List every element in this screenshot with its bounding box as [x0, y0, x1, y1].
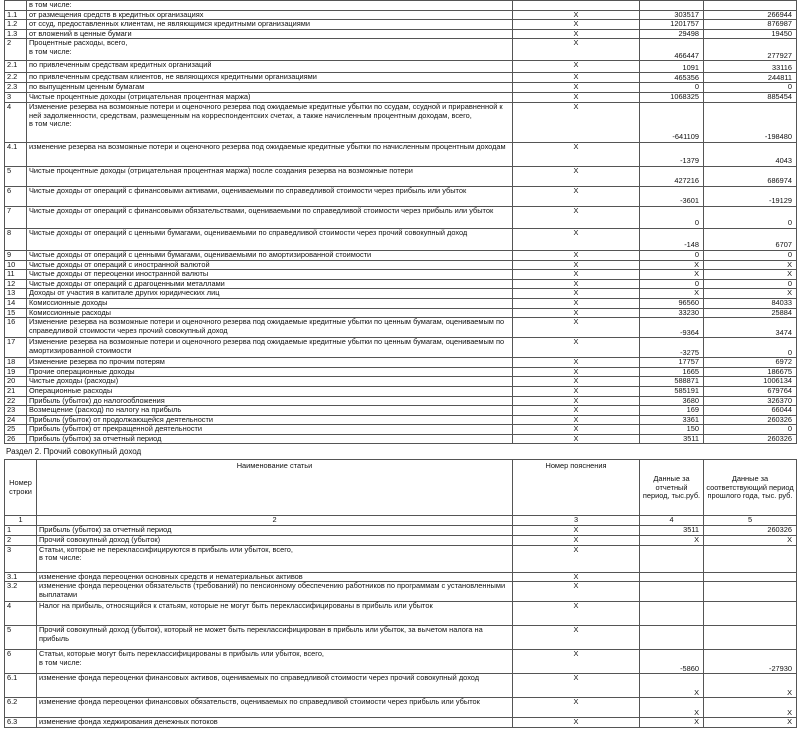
item-name: Налог на прибыль, относящийся к статьям, которые не могут быть переклассифицированы в прибыль или убыток [37, 602, 513, 626]
prior-period-value: 6707 [704, 228, 797, 250]
table-row [5, 602, 797, 626]
reporting-period-value: 585191 [640, 386, 704, 396]
prior-period-value [704, 602, 797, 626]
row-number: 2 [5, 39, 27, 61]
item-name: Чистые доходы от операций с финансовыми обязательствами, оцениваемыми по справедливой стоимости через прибыль или убыток [27, 206, 513, 228]
reporting-period-value [640, 582, 704, 602]
row-number: 6.2 [5, 698, 37, 718]
prior-period-value: -198480 [704, 102, 797, 142]
prior-period-value: 0 [704, 279, 797, 289]
item-name: Комиссионные доходы [27, 298, 513, 308]
row-number: 3 [5, 92, 27, 102]
table-row [5, 425, 797, 435]
prior-period-value: 885454 [704, 92, 797, 102]
note-number: X [513, 102, 640, 142]
table-header-row [5, 460, 797, 516]
row-number: 19 [5, 367, 27, 377]
item-name: по привлеченным средствам клиентов, не являющихся кредитными организациями [27, 73, 513, 83]
note-number: X [513, 406, 640, 416]
prior-period-value [704, 582, 797, 602]
note-number: X [513, 377, 640, 387]
reporting-period-value: X [640, 674, 704, 698]
row-number: 5 [5, 626, 37, 650]
prior-period-value [704, 626, 797, 650]
reporting-period-value: 1091 [640, 61, 704, 73]
item-name: в том числе: [27, 1, 513, 11]
item-name: изменение фонда хеджирования денежных потоков [37, 718, 513, 728]
row-number: 2.2 [5, 73, 27, 83]
prior-period-value: 260326 [704, 434, 797, 444]
prior-period-value: X [704, 698, 797, 718]
prior-period-value: 0 [704, 206, 797, 228]
item-name: Чистые доходы от операций с ценными бумагами, оцениваемыми по амортизированной стоимости [27, 250, 513, 260]
note-number: X [513, 73, 640, 83]
other-comprehensive-income-table [4, 459, 797, 727]
reporting-period-value: 1201757 [640, 20, 704, 30]
prior-period-value [704, 545, 797, 572]
prior-period-value: X [704, 270, 797, 280]
table-row [5, 626, 797, 650]
reporting-period-value: 0 [640, 83, 704, 93]
item-name: Возмещение (расход) по налогу на прибыль [27, 406, 513, 416]
item-name: Доходы от участия в капитале других юридических лиц [27, 289, 513, 299]
row-number: 1.3 [5, 29, 27, 39]
note-number: X [513, 626, 640, 650]
table-row [5, 545, 797, 572]
item-name: Прибыль (убыток) до налогообложения [27, 396, 513, 406]
prior-period-value: 244811 [704, 73, 797, 83]
item-name: Комиссионные расходы [27, 308, 513, 318]
prior-period-value: 0 [704, 83, 797, 93]
prior-period-value: 876987 [704, 20, 797, 30]
prior-period-value: X [704, 718, 797, 728]
row-number: 6.3 [5, 718, 37, 728]
item-name: изменение фонда переоценки финансовых активов, оцениваемых по справедливой стоимости через прочий совокупный доход [37, 674, 513, 698]
table-row [5, 308, 797, 318]
item-name: Прибыль (убыток) от продолжающейся деятельности [27, 415, 513, 425]
reporting-period-value [640, 572, 704, 582]
row-number: 3 [5, 545, 37, 572]
item-name: Чистые доходы от операций с финансовыми активами, оцениваемыми по справедливой стоимости через прибыль или убыток [27, 186, 513, 206]
table-row [5, 83, 797, 93]
reporting-period-value: -1379 [640, 142, 704, 166]
table-row [5, 526, 797, 536]
table-row [5, 166, 797, 186]
row-number: 1 [5, 526, 37, 536]
reporting-period-value: 1068325 [640, 92, 704, 102]
item-name: Прочий совокупный доход (убыток) [37, 536, 513, 546]
prior-period-value: -19129 [704, 186, 797, 206]
table-row [5, 718, 797, 728]
item-name: Процентные расходы, всего, в том числе: [27, 39, 513, 61]
item-name: изменение резерва на возможные потери и оценочного резерва под ожидаемые кредитные убытки по начисленным процентным доходам [27, 142, 513, 166]
note-number: X [513, 186, 640, 206]
section-2-title: Раздел 2. Прочий совокупный доход [6, 447, 142, 457]
reporting-period-value: 427216 [640, 166, 704, 186]
table-row [5, 1, 797, 11]
prior-period-value: 260326 [704, 526, 797, 536]
column-number: 3 [513, 516, 640, 526]
table-row [5, 338, 797, 358]
reporting-period-value: -148 [640, 228, 704, 250]
row-number: 18 [5, 358, 27, 368]
note-number: X [513, 526, 640, 536]
note-number: X [513, 536, 640, 546]
reporting-period-value: 3511 [640, 434, 704, 444]
row-number: 16 [5, 318, 27, 338]
note-number: X [513, 318, 640, 338]
item-name: Прибыль (убыток) за отчетный период [27, 434, 513, 444]
item-name: Прочие операционные доходы [27, 367, 513, 377]
table-row [5, 367, 797, 377]
item-name: Статьи, которые не переклассифицируются в прибыль или убыток, всего, в том числе: [37, 545, 513, 572]
note-number: X [513, 10, 640, 20]
note-number: X [513, 396, 640, 406]
row-number: 7 [5, 206, 27, 228]
item-name: изменение фонда переоценки финансовых обязательств, оцениваемых по справедливой стоимости через прибыль или убыток [37, 698, 513, 718]
table-row [5, 650, 797, 674]
row-number: 6.1 [5, 674, 37, 698]
item-name: от ссуд, предоставленных клиентам, не являющимся кредитными организациями [27, 20, 513, 30]
table-row [5, 260, 797, 270]
prior-period-value: 25884 [704, 308, 797, 318]
note-number: X [513, 289, 640, 299]
item-name: изменение фонда переоценки основных средств и нематериальных активов [37, 572, 513, 582]
row-number: 5 [5, 166, 27, 186]
item-name: Изменение резерва на возможные потери и оценочного резерва под ожидаемые кредитные убытки по ценным бумагам, оцениваемым по амортизированной стоимости [27, 338, 513, 358]
prior-period-value: X [704, 260, 797, 270]
note-number: X [513, 61, 640, 73]
table-row [5, 142, 797, 166]
prior-period-value: 6972 [704, 358, 797, 368]
row-number: 12 [5, 279, 27, 289]
note-number: X [513, 674, 640, 698]
table-row [5, 61, 797, 73]
prior-period-value: 686974 [704, 166, 797, 186]
column-numbers-row [5, 516, 797, 526]
note-number: X [513, 358, 640, 368]
note-number: X [513, 166, 640, 186]
row-number: 2.3 [5, 83, 27, 93]
note-number: X [513, 298, 640, 308]
reporting-period-value [640, 626, 704, 650]
item-name: Изменение резерва по прочим потерям [27, 358, 513, 368]
item-name: Чистые доходы (расходы) [27, 377, 513, 387]
prior-period-value: -27930 [704, 650, 797, 674]
note-number: X [513, 228, 640, 250]
reporting-period-value: 1665 [640, 367, 704, 377]
note-number: X [513, 415, 640, 425]
note-number: X [513, 92, 640, 102]
item-name: Чистые доходы от переоценки иностранной валюты [27, 270, 513, 280]
row-number: 3.1 [5, 572, 37, 582]
table-row [5, 377, 797, 387]
row-number: 1.1 [5, 10, 27, 20]
table-row [5, 358, 797, 368]
row-number: 25 [5, 425, 27, 435]
reporting-period-value: 169 [640, 406, 704, 416]
note-number: X [513, 29, 640, 39]
prior-period-value: 33116 [704, 61, 797, 73]
prior-period-value: 277927 [704, 39, 797, 61]
reporting-period-value: 466447 [640, 39, 704, 61]
prior-period-value: 0 [704, 338, 797, 358]
note-number: X [513, 142, 640, 166]
item-name: по выпущенным ценным бумагам [27, 83, 513, 93]
reporting-period-value: X [640, 536, 704, 546]
reporting-period-value: 303517 [640, 10, 704, 20]
table-row [5, 102, 797, 142]
item-name: Чистые доходы от операций с иностранной валютой [27, 260, 513, 270]
reporting-period-value: -641109 [640, 102, 704, 142]
row-number: 13 [5, 289, 27, 299]
note-number: X [513, 698, 640, 718]
column-number: 5 [704, 516, 797, 526]
prior-period-value: 19450 [704, 29, 797, 39]
note-number: X [513, 434, 640, 444]
note-number: X [513, 582, 640, 602]
table-row [5, 279, 797, 289]
reporting-period-value [640, 1, 704, 11]
row-number: 15 [5, 308, 27, 318]
note-number: X [513, 572, 640, 582]
prior-period-value: X [704, 536, 797, 546]
reporting-period-value: -5860 [640, 650, 704, 674]
header-prior-period: Данные за соответствующий период прошлого года, тыс. руб. [704, 460, 797, 516]
item-name: от вложений в ценные бумаги [27, 29, 513, 39]
reporting-period-value: 96560 [640, 298, 704, 308]
row-number: 20 [5, 377, 27, 387]
note-number: X [513, 270, 640, 280]
table-row [5, 92, 797, 102]
note-number: X [513, 279, 640, 289]
table-row [5, 674, 797, 698]
note-number: X [513, 39, 640, 61]
item-name: по привлеченным средствам кредитных организаций [27, 61, 513, 73]
prior-period-value: 0 [704, 425, 797, 435]
row-number: 10 [5, 260, 27, 270]
note-number: X [513, 545, 640, 572]
column-number: 1 [5, 516, 37, 526]
row-number: 17 [5, 338, 27, 358]
table-row [5, 698, 797, 718]
table-row [5, 298, 797, 308]
table-row [5, 270, 797, 280]
note-number: X [513, 338, 640, 358]
item-name: Чистые доходы от операций с ценными бумагами, оцениваемыми по справедливой стоимости через прочий совокупный доход [27, 228, 513, 250]
prior-period-value: 260326 [704, 415, 797, 425]
reporting-period-value: 17757 [640, 358, 704, 368]
note-number: X [513, 425, 640, 435]
table-row [5, 396, 797, 406]
income-statement-table [4, 0, 797, 444]
row-number: 14 [5, 298, 27, 308]
prior-period-value: 84033 [704, 298, 797, 308]
item-name: Статьи, которые могут быть переклассифицированы в прибыль или убыток, всего, в том числе: [37, 650, 513, 674]
row-number: 6 [5, 650, 37, 674]
row-number [5, 1, 27, 11]
note-number: X [513, 206, 640, 228]
prior-period-value [704, 572, 797, 582]
item-name: Чистые доходы от операций с драгоценными металлами [27, 279, 513, 289]
note-number [513, 1, 640, 11]
prior-period-value: X [704, 674, 797, 698]
row-number: 4.1 [5, 142, 27, 166]
item-name: Изменение резерва на возможные потери и оценочного резерва под ожидаемые кредитные убытки по ссудам, ссудной и приравненной к ней задолженности, средствам, размещенным на корреспондентских счетах, а также начисленным процентным доходам, всего, в том числе: [27, 102, 513, 142]
table-row [5, 250, 797, 260]
header-row-number: Номер строки [5, 460, 37, 516]
note-number: X [513, 250, 640, 260]
row-number: 6 [5, 186, 27, 206]
prior-period-value: 4043 [704, 142, 797, 166]
item-name: Операционные расходы [27, 386, 513, 396]
header-note-number: Номер пояснения [513, 460, 640, 516]
row-number: 22 [5, 396, 27, 406]
reporting-period-value: 465356 [640, 73, 704, 83]
row-number: 1.2 [5, 20, 27, 30]
reporting-period-value: X [640, 270, 704, 280]
table-row [5, 415, 797, 425]
reporting-period-value: 588871 [640, 377, 704, 387]
table-row [5, 582, 797, 602]
note-number: X [513, 718, 640, 728]
reporting-period-value: 0 [640, 250, 704, 260]
item-name: Прибыль (убыток) от прекращенной деятельности [27, 425, 513, 435]
row-number: 4 [5, 102, 27, 142]
header-reporting-period: Данные за отчетный период, тыс.руб. [640, 460, 704, 516]
note-number: X [513, 308, 640, 318]
reporting-period-value: 0 [640, 279, 704, 289]
note-number: X [513, 20, 640, 30]
column-number: 4 [640, 516, 704, 526]
reporting-period-value: 29498 [640, 29, 704, 39]
row-number: 2.1 [5, 61, 27, 73]
prior-period-value: 66044 [704, 406, 797, 416]
note-number: X [513, 367, 640, 377]
prior-period-value: X [704, 289, 797, 299]
row-number: 9 [5, 250, 27, 260]
note-number: X [513, 83, 640, 93]
table-row [5, 434, 797, 444]
row-number: 3.2 [5, 582, 37, 602]
row-number: 4 [5, 602, 37, 626]
table-row [5, 206, 797, 228]
row-number: 24 [5, 415, 27, 425]
reporting-period-value: X [640, 718, 704, 728]
reporting-period-value: -3601 [640, 186, 704, 206]
reporting-period-value: X [640, 698, 704, 718]
item-name: Чистые процентные доходы (отрицательная процентная маржа) после создания резерва на возможные потери [27, 166, 513, 186]
note-number: X [513, 650, 640, 674]
item-name: Прибыль (убыток) за отчетный период [37, 526, 513, 536]
row-number: 21 [5, 386, 27, 396]
item-name: Изменение резерва на возможные потери и оценочного резерва под ожидаемые кредитные убытки по ценным бумагам, оцениваемым по справедливой стоимости через прочий совокупный доход [27, 318, 513, 338]
table-row [5, 406, 797, 416]
table-row [5, 228, 797, 250]
table-row [5, 39, 797, 61]
table-row [5, 186, 797, 206]
reporting-period-value: -3275 [640, 338, 704, 358]
report-sheet [4, 0, 796, 728]
prior-period-value: 186675 [704, 367, 797, 377]
reporting-period-value [640, 602, 704, 626]
reporting-period-value: 3511 [640, 526, 704, 536]
reporting-period-value: 33230 [640, 308, 704, 318]
row-number: 23 [5, 406, 27, 416]
item-name: изменение фонда переоценки обязательств (требований) по пенсионному обеспечению работников по программам с установленными выплатами [37, 582, 513, 602]
row-number: 11 [5, 270, 27, 280]
prior-period-value [704, 1, 797, 11]
note-number: X [513, 260, 640, 270]
reporting-period-value: 150 [640, 425, 704, 435]
row-number: 26 [5, 434, 27, 444]
note-number: X [513, 602, 640, 626]
prior-period-value: 679764 [704, 386, 797, 396]
table-row [5, 318, 797, 338]
prior-period-value: 1006134 [704, 377, 797, 387]
reporting-period-value: 3361 [640, 415, 704, 425]
table-row [5, 29, 797, 39]
reporting-period-value: -9364 [640, 318, 704, 338]
table-row [5, 536, 797, 546]
item-name: от размещения средств в кредитных организациях [27, 10, 513, 20]
row-number: 2 [5, 536, 37, 546]
header-item-name: Наименование статьи [37, 460, 513, 516]
table-row [5, 10, 797, 20]
item-name: Чистые процентные доходы (отрицательная процентная маржа) [27, 92, 513, 102]
reporting-period-value: X [640, 260, 704, 270]
reporting-period-value: 3680 [640, 396, 704, 406]
note-number: X [513, 386, 640, 396]
reporting-period-value: X [640, 289, 704, 299]
prior-period-value: 3474 [704, 318, 797, 338]
table-row [5, 572, 797, 582]
table-row [5, 289, 797, 299]
reporting-period-value [640, 545, 704, 572]
prior-period-value: 0 [704, 250, 797, 260]
row-number: 8 [5, 228, 27, 250]
table-row [5, 386, 797, 396]
table-row [5, 20, 797, 30]
column-number: 2 [37, 516, 513, 526]
prior-period-value: 266944 [704, 10, 797, 20]
table-row [5, 73, 797, 83]
prior-period-value: 326370 [704, 396, 797, 406]
item-name: Прочий совокупный доход (убыток), который не может быть переклассифицирован в прибыль или убыток, за вычетом налога на прибыль [37, 626, 513, 650]
reporting-period-value: 0 [640, 206, 704, 228]
